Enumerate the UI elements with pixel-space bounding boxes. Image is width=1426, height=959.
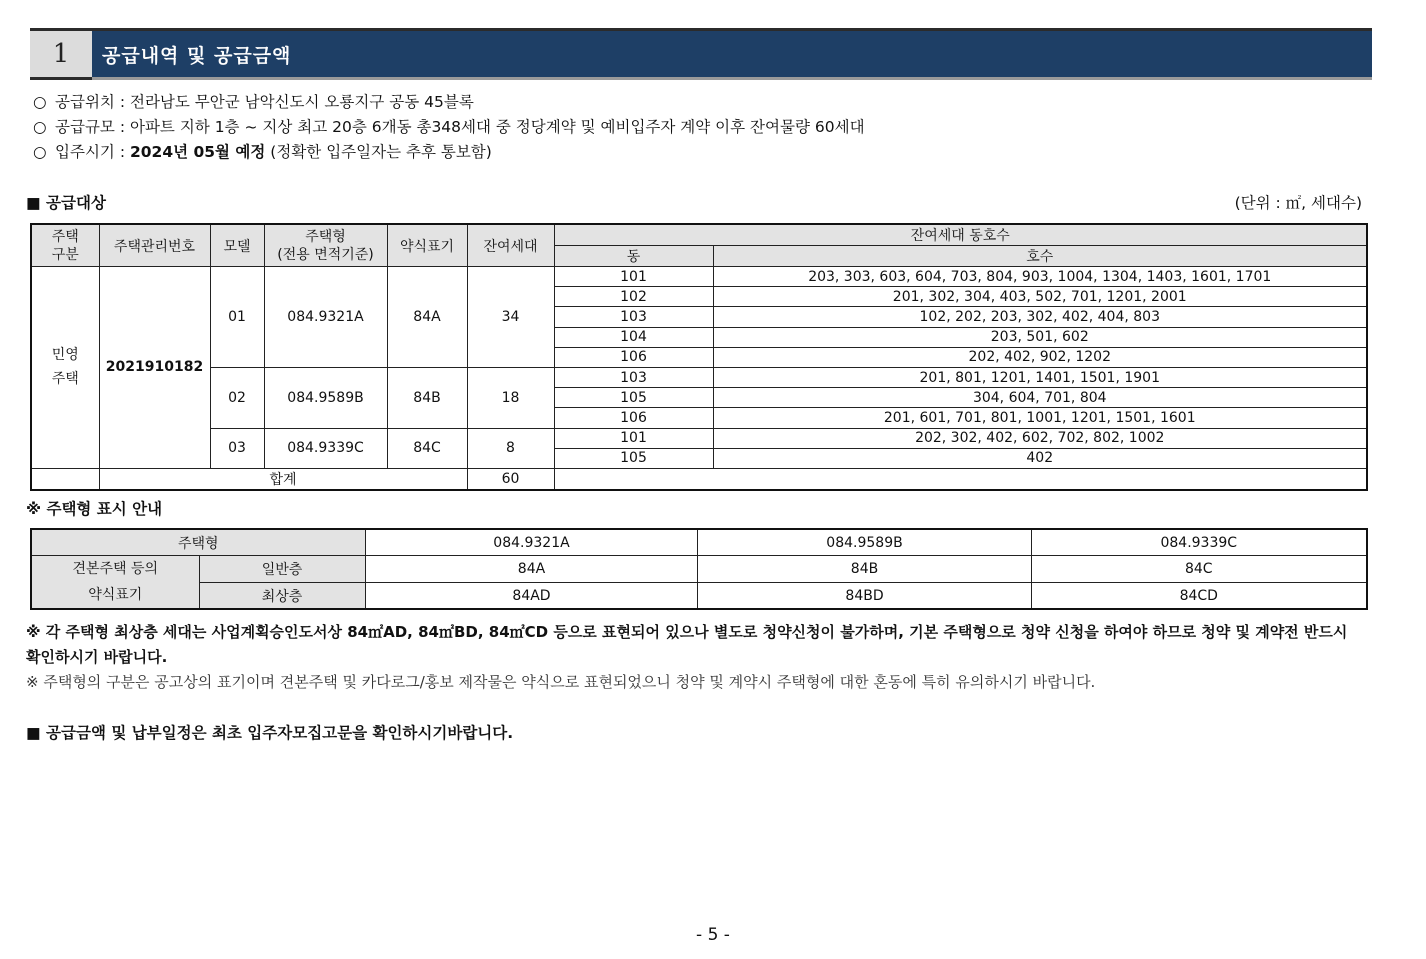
col-housing-type: 주택형 (전용 면적기준) bbox=[264, 224, 387, 267]
ho-cell: 304, 604, 701, 804 bbox=[713, 388, 1367, 408]
abbr-cell: 84A bbox=[387, 267, 467, 368]
row-group-label: 견본주택 등의 약식표기 bbox=[31, 556, 199, 610]
type-cell: 084.9589B bbox=[264, 367, 387, 428]
info-move-in: ○ 입주시기 : 2024년 05월 예정 (정확한 입주일자는 추후 통보함) bbox=[33, 140, 865, 165]
table-row bbox=[31, 428, 1367, 448]
bullet-circle-icon: ○ bbox=[33, 118, 47, 136]
type-guide-heading: ※ 주택형 표시 안내 bbox=[26, 500, 163, 518]
ho-cell: 201, 801, 1201, 1401, 1501, 1901 bbox=[713, 367, 1367, 387]
col-model: 모델 bbox=[210, 224, 264, 267]
dong-cell: 105 bbox=[554, 448, 713, 468]
type-cell: 084.9321A bbox=[264, 267, 387, 368]
dong-cell: 103 bbox=[554, 367, 713, 387]
ho-cell: 203, 303, 603, 604, 703, 804, 903, 1004, 1304, 1403, 1601, 1701 bbox=[713, 267, 1367, 287]
general-cell: 84C bbox=[1031, 556, 1367, 582]
ho-cell: 102, 202, 203, 302, 402, 404, 803 bbox=[713, 307, 1367, 327]
ho-cell: 402 bbox=[713, 448, 1367, 468]
type-cell: 084.9321A bbox=[365, 529, 698, 556]
final-heading: ■ 공급금액 및 납부일정은 최초 입주자모집고문을 확인하시기바랍니다. bbox=[26, 724, 514, 742]
type-cell: 084.9339C bbox=[1031, 529, 1367, 556]
top-cell: 84BD bbox=[698, 582, 1031, 609]
supply-table bbox=[30, 223, 1368, 491]
ho-cell: 201, 302, 304, 403, 502, 701, 1201, 2001 bbox=[713, 287, 1367, 307]
general-cell: 84B bbox=[698, 556, 1031, 582]
table-header-row bbox=[31, 224, 1367, 246]
model-cell: 03 bbox=[210, 428, 264, 468]
ho-cell: 203, 501, 602 bbox=[713, 327, 1367, 347]
type-guide-table bbox=[30, 528, 1368, 610]
table-row bbox=[31, 267, 1367, 287]
dong-cell: 106 bbox=[554, 347, 713, 367]
model-cell: 02 bbox=[210, 367, 264, 428]
house-type-cell: 민영 주택 bbox=[31, 267, 99, 469]
general-floor-label: 일반층 bbox=[199, 556, 365, 582]
dong-cell: 106 bbox=[554, 408, 713, 428]
type-cell: 084.9339C bbox=[264, 428, 387, 468]
ho-cell: 202, 302, 402, 602, 702, 802, 1002 bbox=[713, 428, 1367, 448]
abbr-cell: 84C bbox=[387, 428, 467, 468]
top-floor-note: ※ 각 주택형 최상층 세대는 사업계획승인도서상 84㎡AD, 84㎡BD, 84㎡CD 등으로 표현되어 있으나 별도로 청약신청이 불가하며, 기본 주택형으로 청약 신청을 하여야 하므로 청약 및 계약전 반드시 확인하시기 바랍니다. bbox=[26, 623, 1348, 666]
info-scale: ○ 공급규모 : 아파트 지하 1층 ~ 지상 최고 20층 6개동 총348세대 중 정당계약 및 예비입주자 계약 이후 잔여물량 60세대 bbox=[33, 115, 865, 140]
section-title: 공급내역 및 공급금액 bbox=[92, 31, 1372, 80]
table-row bbox=[31, 582, 1367, 609]
supply-info bbox=[33, 90, 865, 165]
dong-cell: 103 bbox=[554, 307, 713, 327]
abbr-cell: 84B bbox=[387, 367, 467, 428]
col-mgmt-no: 주택관리번호 bbox=[99, 224, 210, 267]
section-number: 1 bbox=[30, 31, 92, 80]
info-location: ○ 공급위치 : 전라남도 무안군 남악신도시 오룡지구 공동 45블록 bbox=[33, 90, 865, 115]
col-abbr: 약식표기 bbox=[387, 224, 467, 267]
remain-cell: 8 bbox=[467, 428, 554, 468]
bullet-circle-icon: ○ bbox=[33, 143, 47, 161]
page-number: - 5 - bbox=[696, 925, 730, 945]
top-cell: 84AD bbox=[365, 582, 698, 609]
dong-cell: 101 bbox=[554, 428, 713, 448]
general-cell: 84A bbox=[365, 556, 698, 582]
bullet-circle-icon: ○ bbox=[33, 93, 47, 111]
model-cell: 01 bbox=[210, 267, 264, 368]
section-header bbox=[30, 28, 1372, 80]
remain-cell: 18 bbox=[467, 367, 554, 428]
col-house-type: 주택 구분 bbox=[31, 224, 99, 267]
type-cell: 084.9589B bbox=[698, 529, 1031, 556]
total-label: 합계 bbox=[99, 468, 467, 490]
total-value: 60 bbox=[467, 468, 554, 490]
supply-target-heading: ■ 공급대상 bbox=[26, 194, 106, 212]
col-units-group: 잔여세대 동호수 bbox=[554, 224, 1367, 246]
table-row bbox=[31, 529, 1367, 556]
dong-cell: 101 bbox=[554, 267, 713, 287]
mgmt-no-cell: 2021910182 bbox=[99, 267, 210, 469]
dong-cell: 104 bbox=[554, 327, 713, 347]
table-row bbox=[31, 556, 1367, 582]
col-dong: 동 bbox=[554, 246, 713, 267]
col-remaining: 잔여세대 bbox=[467, 224, 554, 267]
dong-cell: 102 bbox=[554, 287, 713, 307]
table-row bbox=[31, 367, 1367, 387]
col-ho: 호수 bbox=[713, 246, 1367, 267]
ho-cell: 201, 601, 701, 801, 1001, 1201, 1501, 1601 bbox=[713, 408, 1367, 428]
remain-cell: 34 bbox=[467, 267, 554, 368]
ho-cell: 202, 402, 902, 1202 bbox=[713, 347, 1367, 367]
top-cell: 84CD bbox=[1031, 582, 1367, 609]
type-note: ※ 주택형의 구분은 공고상의 표기이며 견본주택 및 카다로그/홍보 제작물은 약식으로 표현되었으니 청약 및 계약시 주택형에 대한 혼동에 특히 유의하시기 바랍니다. bbox=[26, 673, 1096, 691]
top-floor-label: 최상층 bbox=[199, 582, 365, 609]
dong-cell: 105 bbox=[554, 388, 713, 408]
unit-label: (단위 : ㎡, 세대수) bbox=[1234, 194, 1362, 212]
total-row bbox=[31, 468, 1367, 490]
type-label-cell: 주택형 bbox=[31, 529, 365, 556]
